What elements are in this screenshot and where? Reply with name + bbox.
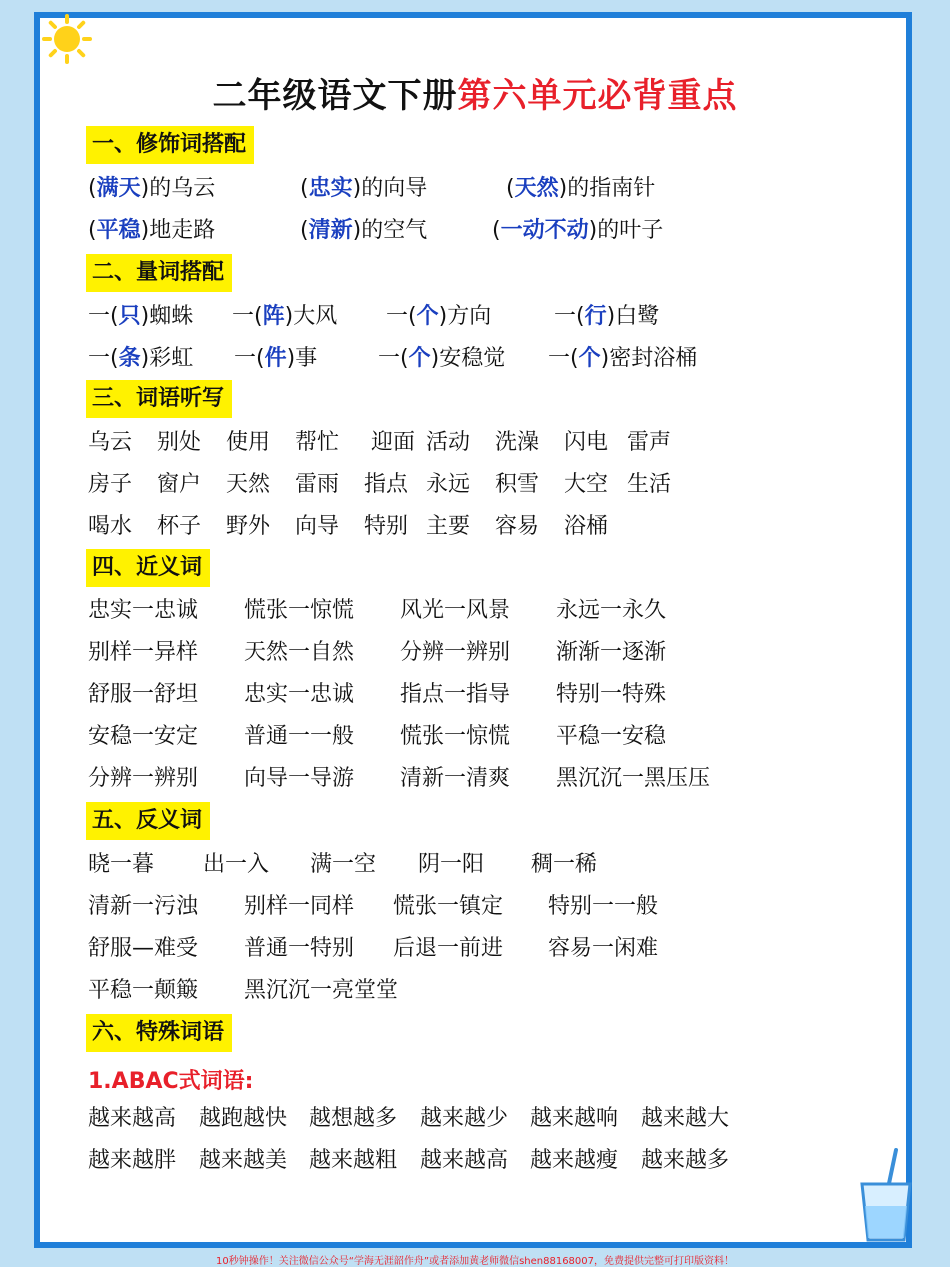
measure-item: 一(个)安稳觉 [378, 346, 506, 371]
abac-word: 越来越高 [420, 1148, 509, 1173]
title-part-red: 第六单元必背重点 [457, 76, 738, 116]
dictation-word: 房子 [88, 472, 133, 497]
synonym-pair: 清新一清爽 [400, 766, 511, 791]
abac-word: 越来越高 [88, 1106, 177, 1131]
synonym-pair: 普通一一般 [244, 724, 355, 749]
synonym-pair: 黑沉沉一黑压压 [556, 766, 711, 791]
dictation-word: 乌云 [88, 430, 133, 455]
section-heading-modifiers: 一、修饰词搭配 [86, 126, 254, 164]
antonym-pair: 后退一前进 [393, 936, 504, 961]
antonym-pair: 稠一稀 [531, 852, 598, 877]
section-heading-measure-words: 二、量词搭配 [86, 254, 232, 292]
dictation-word: 特别 [364, 514, 409, 539]
sun-icon [42, 14, 92, 64]
antonym-pair: 阴一阳 [418, 852, 485, 877]
dictation-word: 窗户 [157, 472, 202, 497]
synonym-pair: 舒服一舒坦 [88, 682, 199, 707]
measure-item: 一(阵)大风 [232, 304, 338, 329]
antonym-pair: 特别一一般 [548, 894, 659, 919]
section-heading-synonyms: 四、近义词 [86, 549, 210, 587]
abac-word: 越来越响 [530, 1106, 619, 1131]
synonym-pair: 指点一指导 [400, 682, 511, 707]
synonym-pair: 慌张一惊慌 [244, 598, 355, 623]
modifier-item: (天然)的指南针 [506, 176, 656, 201]
antonym-pair: 黑沉沉一亮堂堂 [244, 978, 399, 1003]
dictation-word: 积雪 [495, 472, 540, 497]
synonym-pair: 分辨一辨别 [88, 766, 199, 791]
abac-word: 越跑越快 [199, 1106, 288, 1131]
antonym-pair: 别样一同样 [244, 894, 355, 919]
measure-item: 一(件)事 [234, 346, 318, 371]
abac-word: 越来越少 [420, 1106, 509, 1131]
subheading-abac: 1.ABAC式词语: [88, 1069, 254, 1094]
section-heading-antonyms: 五、反义词 [86, 802, 210, 840]
title-part-black: 二年级语文下册 [212, 76, 458, 116]
dictation-word: 洗澡 [495, 430, 540, 455]
dictation-word: 大空 [564, 472, 609, 497]
dictation-word: 永远 [426, 472, 471, 497]
dictation-word: 喝水 [88, 514, 133, 539]
antonym-pair: 满一空 [310, 852, 377, 877]
modifier-item: (满天)的乌云 [88, 176, 216, 201]
abac-word: 越来越大 [641, 1106, 730, 1131]
synonym-pair: 平稳一安稳 [556, 724, 667, 749]
section-heading-dictation: 三、词语听写 [86, 380, 232, 418]
measure-item: 一(条)彩虹 [88, 346, 194, 371]
modifier-item: (一动不动)的叶子 [492, 218, 664, 243]
abac-word: 越来越粗 [309, 1148, 398, 1173]
synonym-pair: 别样一异样 [88, 640, 199, 665]
dictation-word: 容易 [495, 514, 540, 539]
synonym-pair: 特别一特殊 [556, 682, 667, 707]
antonym-pair: 慌张一镇定 [393, 894, 504, 919]
dictation-word: 杯子 [157, 514, 202, 539]
antonym-pair: 出一入 [203, 852, 270, 877]
synonym-pair: 向导一导游 [244, 766, 355, 791]
abac-word: 越来越胖 [88, 1148, 177, 1173]
abac-word: 越想越多 [309, 1106, 398, 1131]
section-heading-special-words: 六、特殊词语 [86, 1014, 232, 1052]
cup-with-straw-icon [856, 1148, 916, 1244]
measure-item: 一(个)密封浴桶 [548, 346, 698, 371]
dictation-word: 闪电 [564, 430, 609, 455]
dictation-word: 活动 [426, 430, 471, 455]
antonym-pair: 平稳一颠簸 [88, 978, 199, 1003]
antonym-pair: 舒服—难受 [88, 936, 199, 961]
modifier-item: (平稳)地走路 [88, 218, 216, 243]
measure-item: 一(个)方向 [386, 304, 492, 329]
dictation-word: 生活 [627, 472, 672, 497]
antonym-pair: 晓一暮 [88, 852, 155, 877]
synonym-pair: 永远一永久 [556, 598, 667, 623]
dictation-word: 雷声 [627, 430, 672, 455]
dictation-word: 天然 [226, 472, 271, 497]
synonym-pair: 忠实一忠诚 [88, 598, 199, 623]
dictation-word: 别处 [157, 430, 202, 455]
dictation-word: 浴桶 [564, 514, 609, 539]
dictation-word: 主要 [426, 514, 471, 539]
synonym-pair: 安稳一安定 [88, 724, 199, 749]
modifier-item: (忠实)的向导 [300, 176, 428, 201]
dictation-word: 雷雨 [295, 472, 340, 497]
measure-item: 一(只)蜘蛛 [88, 304, 194, 329]
antonym-pair: 清新一污浊 [88, 894, 199, 919]
synonym-pair: 渐渐一逐渐 [556, 640, 667, 665]
abac-word: 越来越瘦 [530, 1148, 619, 1173]
modifier-item: (清新)的空气 [300, 218, 428, 243]
measure-item: 一(行)白鹭 [554, 304, 660, 329]
abac-word: 越来越多 [641, 1148, 730, 1173]
antonym-pair: 普通一特别 [244, 936, 355, 961]
dictation-word: 指点 [364, 472, 409, 497]
dictation-word: 迎面 [371, 430, 416, 455]
dictation-word: 帮忙 [295, 430, 340, 455]
synonym-pair: 忠实一忠诚 [244, 682, 355, 707]
antonym-pair: 容易一闲难 [548, 936, 659, 961]
dictation-word: 向导 [295, 514, 340, 539]
synonym-pair: 风光一风景 [400, 598, 511, 623]
synonym-pair: 天然一自然 [244, 640, 355, 665]
synonym-pair: 分辨一辨别 [400, 640, 511, 665]
dictation-word: 野外 [226, 514, 271, 539]
synonym-pair: 慌张一惊慌 [400, 724, 511, 749]
abac-word: 越来越美 [199, 1148, 288, 1173]
footer-note: 10秒钟操作！关注微信公众号“学海无涯韶作舟”或者添加黄老师微信shen88168007，免费提供完整可打印版资料！ [215, 1256, 735, 1267]
dictation-word: 使用 [226, 430, 271, 455]
page-title [0, 68, 950, 117]
